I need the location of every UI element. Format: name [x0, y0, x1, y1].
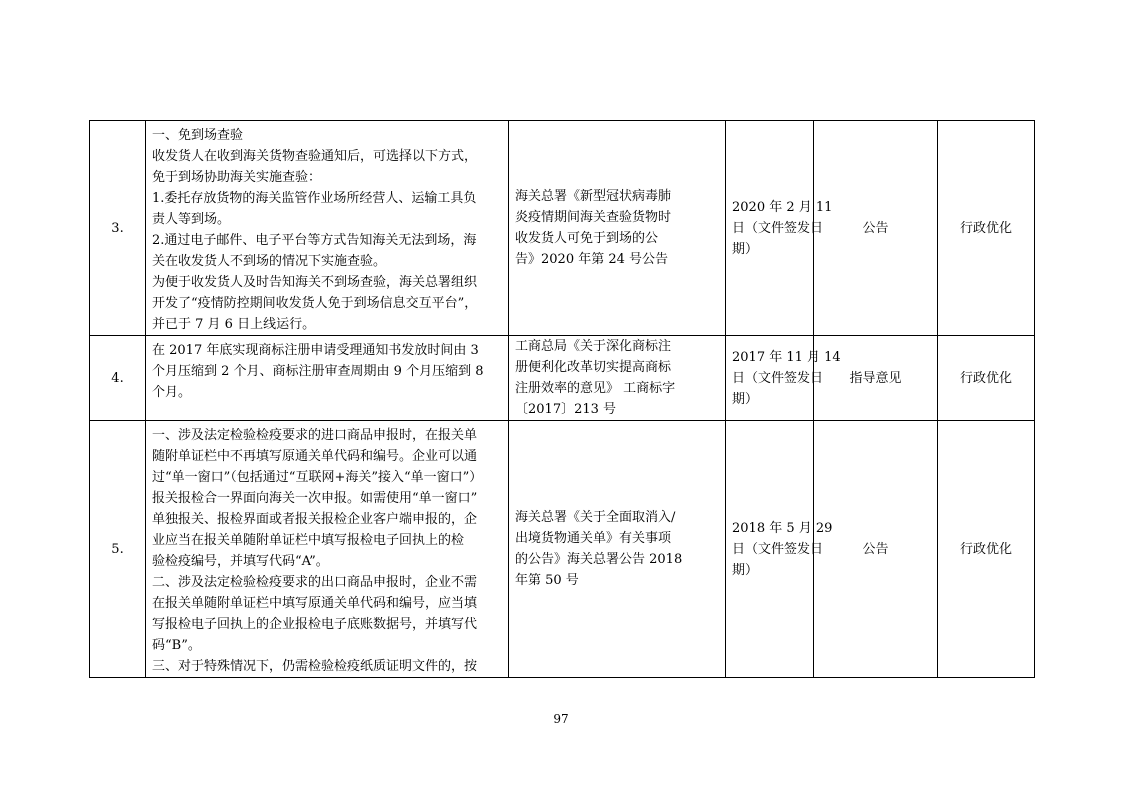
text-line: 个月压缩到 2 个月、商标注册审查周期由 9 个月压缩到 8: [152, 364, 484, 379]
page-number: 97: [553, 712, 569, 726]
policy-content: [146, 336, 509, 421]
category: 行政优化: [938, 121, 1035, 336]
text-line: 炎疫情期间海关查验货物时: [515, 210, 672, 225]
policy-basis: [509, 336, 726, 421]
text-line: 日（文件签发日: [732, 220, 824, 236]
document-type: 指导意见: [814, 336, 938, 421]
text-line: 开发了“疫情防控期间收发货人免于到场信息交互平台”，: [152, 296, 478, 311]
text-line: 年第 50 号: [515, 573, 579, 588]
text-line: 一、涉及法定检验检疫要求的进口商品申报时，在报关单: [152, 428, 478, 443]
text-line: 工商总局《关于深化商标注: [515, 339, 672, 354]
text-line: 码“B”。: [152, 638, 201, 653]
row-number: 4.: [90, 336, 146, 421]
text-line: 三、对于特殊情况下，仍需检验检疫纸质证明文件的，按: [152, 659, 478, 674]
policy-content: [146, 121, 509, 336]
issue-date: [726, 336, 841, 421]
text-line: 关在收发货人不到场的情况下实施查验。: [152, 254, 387, 269]
text-line: 期）: [732, 391, 759, 407]
issue-date: [726, 421, 833, 678]
category: 行政优化: [938, 421, 1035, 678]
document-type: 公告: [814, 421, 938, 678]
text-line: 2018 年 5 月 29: [732, 520, 833, 536]
table-body: [90, 121, 1035, 678]
row-number: 5.: [90, 421, 146, 678]
text-line: 册便利化改革切实提高商标: [515, 360, 672, 375]
text-line: 期）: [732, 241, 759, 257]
text-line: 出境货物通关单》有关事项: [515, 531, 672, 546]
policy-basis: [509, 121, 726, 336]
text-line: 注册效率的意见》 工商标字: [515, 381, 676, 396]
issue-date: [726, 121, 833, 336]
text-line: 责人等到场。: [152, 212, 231, 227]
text-line: 海关总署《关于全面取消入/: [515, 510, 676, 525]
text-line: 2020 年 2 月 11: [732, 199, 833, 215]
row-number: 3.: [90, 121, 146, 336]
text-line: 二、涉及法定检验检疫要求的出口商品申报时，企业不需: [152, 575, 478, 590]
table-row: [90, 421, 1035, 678]
text-line: 2.通过电子邮件、电子平台等方式告知海关无法到场，海: [152, 233, 477, 248]
policy-basis: [509, 421, 726, 678]
text-line: 免于到场协助海关实施查验：: [152, 170, 322, 185]
text-line: 在 2017 年底实现商标注册申请受理通知书发放时间由 3: [152, 343, 479, 358]
text-line: 单独报关、报检界面或者报关报检企业客户端申报的，企: [152, 512, 478, 527]
text-line: 为便于收发货人及时告知海关不到场查验，海关总署组织: [152, 275, 478, 290]
text-line: 收发货人在收到海关货物查验通知后，可选择以下方式，: [152, 149, 478, 164]
text-line: 过“单一窗口”（包括通过“互联网+海关”接入“单一窗口”）: [152, 470, 483, 485]
text-line: 个月。: [152, 385, 192, 400]
text-line: 告》2020 年第 24 号公告: [515, 252, 669, 267]
text-line: 的公告》海关总署公告 2018: [515, 552, 683, 567]
text-line: 日（文件签发日: [732, 370, 824, 386]
text-line: 海关总署《新型冠状病毒肺: [515, 189, 672, 204]
text-line: 〔2017〕213 号: [515, 402, 617, 417]
table-row: [90, 121, 1035, 336]
text-line: 在报关单随附单证栏中填写原通关单代码和编号，应当填: [152, 596, 478, 611]
text-line: 业应当在报关单随附单证栏中填写报检电子回执上的检: [152, 533, 465, 548]
text-line: 写报检电子回执上的企业报检电子底账数据号，并填写代: [152, 617, 478, 632]
text-line: 期）: [732, 562, 759, 578]
text-line: 1.委托存放货物的海关监管作业场所经营人、运输工具负: [152, 191, 477, 206]
policy-table: [89, 120, 1035, 678]
text-line: 验检疫编号，并填写代码“A”。: [152, 554, 329, 569]
table-row: [90, 336, 1035, 421]
category: 行政优化: [938, 336, 1035, 421]
text-line: 收发货人可免于到场的公: [515, 231, 659, 246]
document-type: 公告: [814, 121, 938, 336]
text-line: 并已于 7 月 6 日上线运行。: [152, 317, 316, 332]
text-line: 日（文件签发日: [732, 541, 824, 557]
text-line: 随附单证栏中不再填写原通关单代码和编号。企业可以通: [152, 449, 478, 464]
text-line: 2017 年 11 月 14: [732, 349, 841, 365]
policy-content: [146, 421, 509, 678]
text-line: 一、免到场查验: [152, 128, 244, 143]
text-line: 报关报检合一界面向海关一次申报。如需使用“单一窗口”: [152, 491, 478, 506]
